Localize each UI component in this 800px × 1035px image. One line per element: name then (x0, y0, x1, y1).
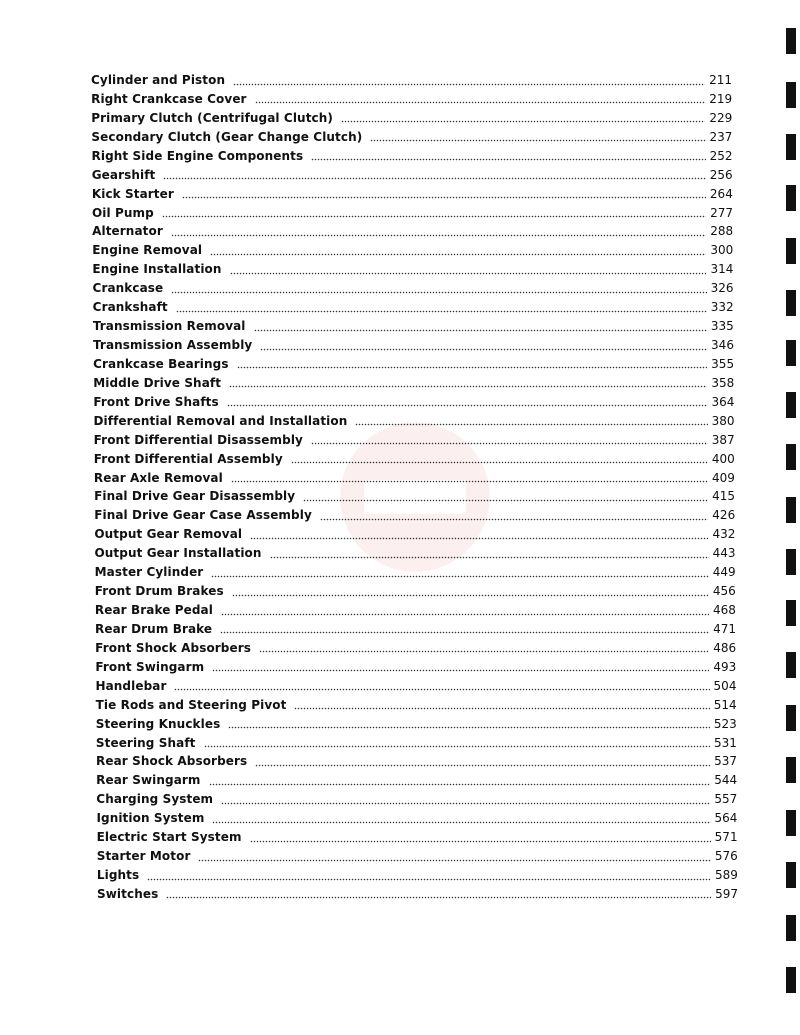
dot-leader (229, 378, 707, 388)
dot-leader (220, 624, 709, 634)
toc-entry-title: Steering Knuckles (95, 716, 221, 731)
toc-entry-title: Gearshift (91, 167, 156, 182)
toc-entry[interactable] (92, 223, 733, 240)
toc-entry-title: Crankcase (92, 281, 164, 296)
toc-entry[interactable] (93, 394, 734, 411)
dot-leader (303, 492, 708, 502)
toc-entry[interactable] (94, 545, 735, 562)
toc-entry-page-number: 332 (710, 300, 734, 315)
toc-entry-page-number: 380 (711, 413, 735, 428)
dot-leader (231, 473, 708, 483)
toc-entry-page-number: 400 (711, 451, 735, 466)
toc-entry-title: Master Cylinder (94, 565, 204, 580)
toc-entry-title: Differential Removal and Installation (93, 413, 348, 428)
toc-entry-page-number: 557 (714, 792, 738, 807)
toc-entry[interactable] (92, 205, 733, 222)
toc-entry-title: Front Drive Shafts (93, 394, 219, 409)
toc-entry-title: Alternator (92, 224, 163, 239)
toc-entry[interactable] (93, 318, 734, 335)
dot-leader (147, 871, 711, 881)
toc-entry[interactable] (92, 148, 733, 165)
dot-leader (171, 284, 706, 294)
dot-leader (291, 454, 708, 464)
toc-entry[interactable] (95, 602, 736, 619)
dot-leader (237, 359, 708, 369)
toc-entry-page-number: 409 (712, 470, 735, 485)
toc-entry[interactable] (96, 791, 737, 808)
toc-entry-page-number: 358 (711, 375, 735, 390)
toc-entry[interactable] (96, 716, 737, 733)
toc-entry-title: Right Side Engine Components (91, 148, 304, 163)
toc-entry-page-number: 346 (711, 338, 734, 353)
toc-entry-title: Rear Drum Brake (95, 621, 213, 636)
dot-leader (320, 511, 708, 521)
dot-leader (228, 719, 710, 729)
toc-entry[interactable] (97, 886, 738, 903)
toc-entry-title: Crankshaft (92, 300, 168, 315)
dot-leader (212, 814, 710, 824)
dot-leader (211, 568, 708, 578)
toc-entry-title: Engine Removal (92, 243, 203, 258)
toc-entry[interactable] (95, 621, 736, 638)
toc-entry-title: Front Differential Assembly (93, 451, 283, 466)
dot-leader (230, 265, 707, 275)
toc-entry-title: Engine Installation (92, 262, 222, 277)
toc-entry-page-number: 456 (712, 584, 736, 599)
toc-entry-page-number: 219 (709, 91, 733, 106)
toc-entry[interactable] (93, 337, 734, 354)
dot-leader (250, 833, 711, 843)
dot-leader (221, 795, 710, 805)
dot-leader (210, 246, 706, 256)
toc-entry[interactable] (93, 280, 734, 297)
toc-entry-title: Rear Brake Pedal (94, 603, 213, 618)
toc-entry-page-number: 468 (713, 603, 736, 618)
toc-entry-title: Final Drive Gear Disassembly (94, 489, 296, 504)
toc-entry[interactable] (91, 91, 732, 108)
toc-entry[interactable] (96, 697, 737, 714)
toc-entry-page-number: 335 (710, 319, 734, 334)
toc-entry-title: Front Drum Brakes (94, 584, 224, 599)
dot-leader (260, 341, 707, 351)
toc-entry-title: Output Gear Installation (94, 546, 262, 561)
dot-leader (254, 322, 707, 332)
dot-leader (294, 700, 709, 710)
dot-leader (221, 606, 709, 616)
toc-entry[interactable] (92, 186, 733, 203)
toc-entry-page-number: 576 (714, 849, 738, 864)
dot-leader (182, 189, 706, 199)
toc-entry-title: Transmission Removal (92, 319, 246, 334)
toc-entry[interactable] (91, 129, 732, 146)
toc-entry-title: Switches (97, 886, 159, 901)
toc-entry-title: Tie Rods and Steering Pivot (95, 697, 287, 712)
toc-entry-page-number: 426 (712, 508, 736, 523)
dot-leader (259, 643, 709, 653)
dot-leader (176, 303, 707, 313)
toc-entry-page-number: 211 (709, 73, 732, 87)
dot-leader (198, 852, 710, 862)
toc-entry[interactable] (94, 526, 735, 543)
toc-entry[interactable] (94, 413, 735, 430)
toc-entry-title: Steering Shaft (95, 735, 196, 750)
toc-entry[interactable] (93, 356, 734, 373)
dot-leader (163, 170, 705, 180)
toc-entry[interactable] (94, 507, 735, 524)
toc-entry-page-number: 471 (713, 621, 737, 636)
toc-entry-page-number: 486 (713, 640, 737, 655)
toc-entry-title: Rear Shock Absorbers (96, 754, 248, 769)
toc-entry[interactable] (97, 848, 738, 865)
toc-entry-page-number: 237 (709, 129, 733, 144)
toc-entry-page-number: 256 (709, 167, 733, 182)
toc-entry-page-number: 564 (714, 811, 738, 826)
toc-entry[interactable] (95, 583, 736, 600)
toc-entry-title: Electric Start System (96, 830, 242, 845)
toc-entry-page-number: 300 (710, 243, 734, 258)
toc-entry-title: Crankcase Bearings (93, 356, 229, 371)
dot-leader (341, 113, 705, 123)
toc-entry-title: Kick Starter (91, 186, 174, 201)
toc-entry-page-number: 229 (709, 110, 733, 125)
toc-entry-page-number: 277 (710, 205, 733, 220)
toc-entry[interactable] (96, 810, 737, 827)
toc-entry-title: Primary Clutch (Centrifugal Clutch) (91, 110, 333, 125)
toc-entry-page-number: 449 (712, 565, 736, 580)
toc-entry[interactable] (96, 753, 737, 770)
toc-entry-page-number: 597 (715, 886, 738, 901)
toc-entry[interactable] (95, 678, 736, 695)
dot-leader (209, 776, 711, 786)
toc-entry[interactable] (91, 110, 732, 127)
toc-entry[interactable] (96, 772, 737, 789)
toc-entry-page-number: 364 (711, 394, 735, 409)
toc-entry[interactable] (94, 488, 735, 505)
toc-entry-title: Final Drive Gear Case Assembly (94, 508, 312, 523)
toc-entry-title: Ignition System (96, 811, 205, 826)
dot-leader (311, 435, 708, 445)
dot-leader (162, 208, 706, 218)
toc-entry-page-number: 537 (714, 754, 738, 769)
toc-entry-page-number: 571 (714, 830, 738, 845)
toc-entry[interactable] (93, 299, 734, 316)
dot-leader (255, 757, 710, 767)
toc-entry[interactable] (92, 167, 733, 184)
dot-leader (171, 227, 706, 237)
dot-leader (270, 549, 709, 559)
toc-entry-page-number: 504 (713, 678, 737, 693)
toc-entry[interactable] (96, 735, 737, 752)
toc-entry-page-number: 531 (713, 735, 737, 750)
toc-entry-page-number: 326 (710, 281, 734, 296)
dot-leader (204, 738, 710, 748)
dot-leader (255, 94, 706, 104)
toc-entry-title: Transmission Assembly (92, 338, 253, 353)
toc-entry-title: Output Gear Removal (94, 527, 243, 542)
toc-entry-page-number: 589 (714, 868, 738, 883)
toc-entry-page-number: 252 (709, 148, 733, 163)
dot-leader (227, 397, 708, 407)
toc-entry[interactable] (94, 432, 735, 449)
toc-entry-title: Starter Motor (96, 849, 191, 864)
dot-leader (233, 76, 705, 86)
toc-entry[interactable] (95, 640, 736, 657)
toc-entry[interactable] (92, 261, 733, 278)
toc-entry-title: Handlebar (95, 678, 167, 693)
dot-leader (311, 151, 705, 161)
toc-entry-title: Middle Drive Shaft (93, 375, 222, 390)
toc-entry-title: Secondary Clutch (Gear Change Clutch) (91, 129, 363, 144)
toc-entry-title: Right Crankcase Cover (91, 91, 247, 106)
toc-entry-title: Charging System (96, 792, 214, 807)
toc-entry-page-number: 264 (709, 186, 733, 201)
dot-leader (174, 681, 709, 691)
toc-entry[interactable] (94, 451, 735, 468)
dot-leader (166, 889, 711, 899)
toc-entry-title: Lights (96, 868, 140, 883)
toc-entry-title: Front Shock Absorbers (95, 640, 251, 655)
toc-entry-title: Rear Swingarm (96, 773, 201, 788)
toc-entry-title: Front Swingarm (95, 659, 205, 674)
toc-entry-page-number: 523 (713, 716, 737, 731)
toc-entry[interactable] (95, 659, 736, 676)
toc-entry-title: Front Differential Disassembly (93, 432, 303, 447)
toc-entry[interactable] (91, 72, 732, 89)
toc-entry-title: Oil Pump (91, 205, 154, 220)
dot-leader (355, 416, 707, 426)
toc-entry-title: Rear Axle Removal (93, 470, 223, 485)
dot-leader (250, 530, 708, 540)
dot-leader (232, 587, 709, 597)
toc-entry-page-number: 355 (711, 356, 735, 371)
toc-entry[interactable] (93, 375, 734, 392)
toc-entry-page-number: 493 (713, 659, 737, 674)
toc-entry[interactable] (97, 867, 738, 884)
toc-entry-title: Cylinder and Piston (91, 73, 226, 87)
toc-entry[interactable] (92, 242, 733, 259)
toc-entry[interactable] (94, 470, 735, 487)
dot-leader (212, 662, 709, 672)
toc-entry-page-number: 387 (711, 432, 735, 447)
toc-entry-page-number: 288 (710, 224, 734, 239)
toc-entry[interactable] (95, 564, 736, 581)
toc-entry[interactable] (97, 829, 738, 846)
toc-entry-page-number: 415 (712, 489, 736, 504)
toc-entry-page-number: 514 (713, 697, 737, 712)
toc-entry-page-number: 443 (712, 546, 736, 561)
toc-entry-page-number: 432 (712, 527, 736, 542)
toc-entry-page-number: 544 (714, 773, 738, 788)
toc-entry-page-number: 314 (710, 262, 734, 277)
dot-leader (370, 132, 705, 142)
